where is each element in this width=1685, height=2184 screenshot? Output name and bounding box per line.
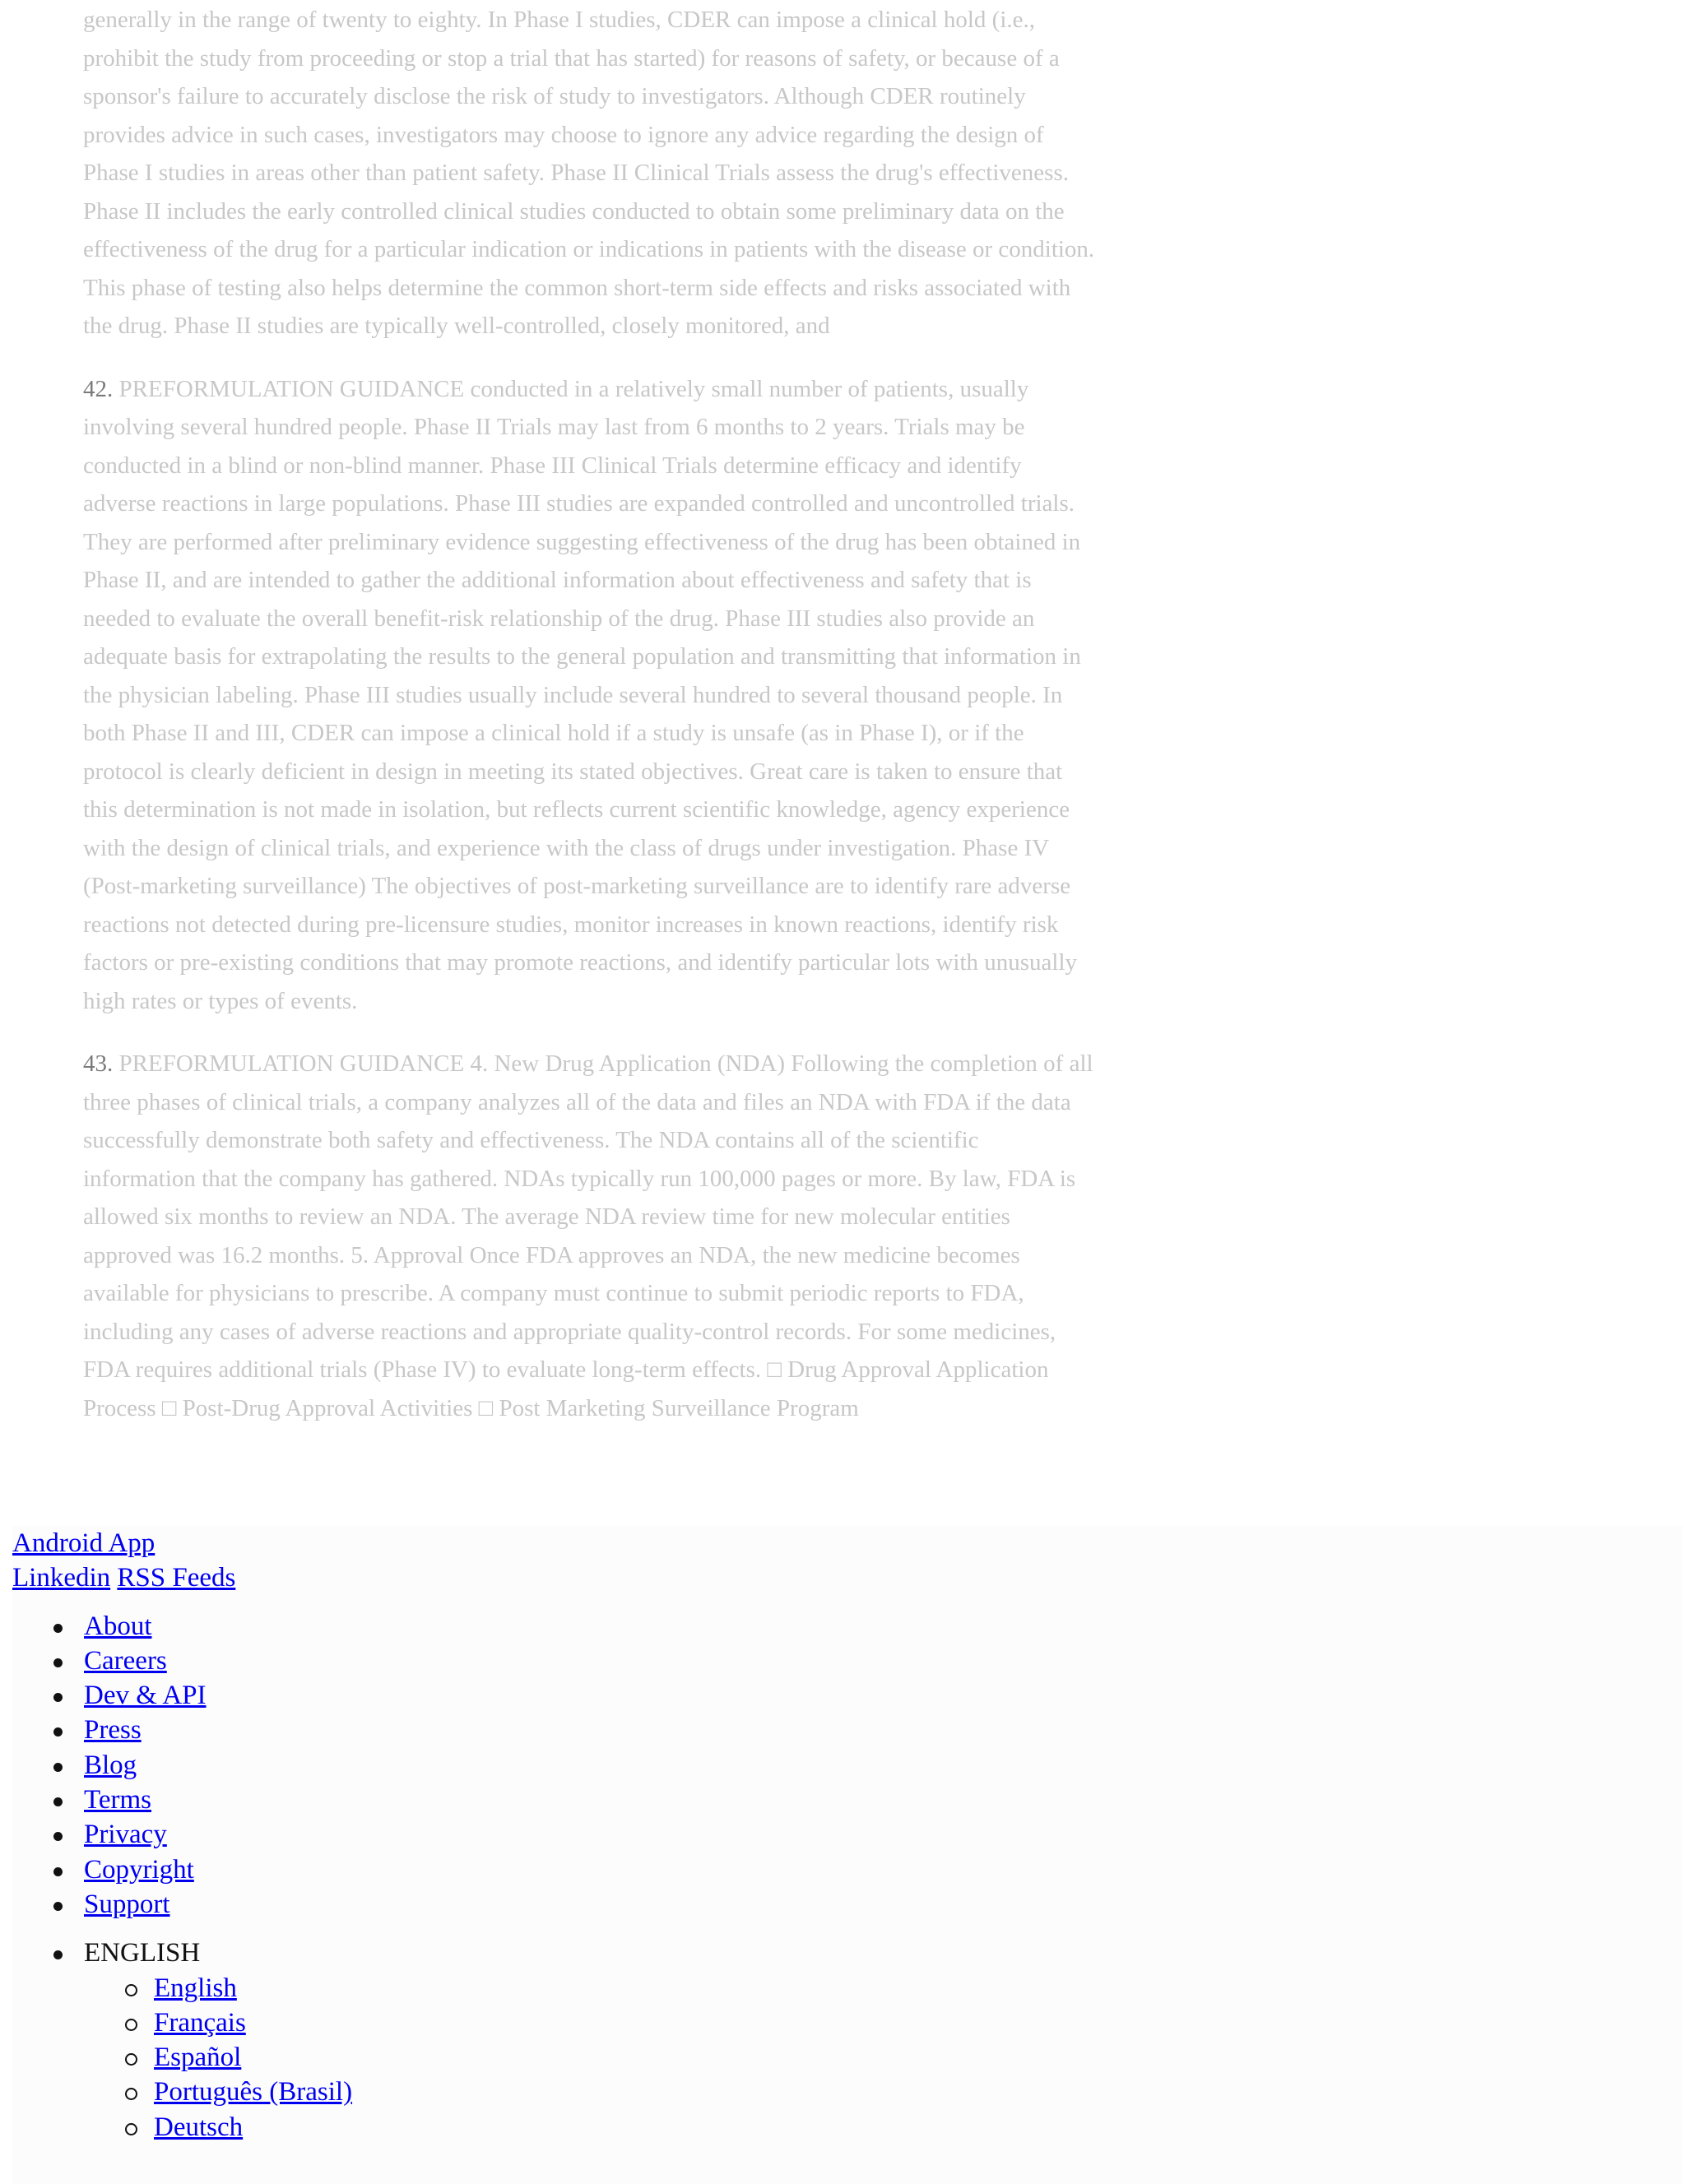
- language-option: [84, 2110, 1683, 2145]
- android-app-link[interactable]: Android App: [12, 1528, 156, 1558]
- dev-api-link[interactable]: Dev & API: [84, 1681, 207, 1711]
- footer-nav-item: [12, 1609, 1683, 1644]
- language-selector[interactable]: [12, 1936, 1683, 2145]
- transcript-item-42: [83, 370, 1153, 1021]
- language-option: [84, 2005, 1683, 2040]
- footer-nav-item: [12, 1817, 1683, 1852]
- careers-link[interactable]: Careers: [84, 1645, 167, 1676]
- footer-nav-item: [12, 1887, 1683, 1922]
- about-link[interactable]: About: [84, 1611, 152, 1641]
- social-links: [12, 1560, 1683, 1595]
- footer-nav-item: [12, 1748, 1683, 1783]
- app-links: [12, 1526, 1683, 1560]
- footer-nav-item: [12, 1644, 1683, 1678]
- footer-nav-item: [12, 1852, 1683, 1887]
- site-footer: [12, 1526, 1683, 2184]
- language-label[interactable]: ENGLISH: [84, 1938, 201, 1968]
- blog-link[interactable]: Blog: [84, 1750, 137, 1780]
- language-option: [84, 2075, 1683, 2109]
- language-spanish-link[interactable]: Español: [154, 2043, 242, 2073]
- language-german-link[interactable]: Deutsch: [154, 2112, 244, 2142]
- footer-nav-item: [12, 1783, 1683, 1817]
- language-option: [84, 1971, 1683, 2005]
- footer-nav-item: [12, 1678, 1683, 1713]
- terms-link[interactable]: Terms: [84, 1785, 152, 1815]
- press-link[interactable]: Press: [84, 1715, 142, 1746]
- item-text: PREFORMULATION GUIDANCE conducted in a relatively small number of patients, usually involving several hundred people. Phase II Trials may last from 6 months to 2 years. Trials may be conducted in a blind or non-blind manner. Phase III Clinical Trials determine efficacy and identify adverse reactions in large populations. Phase III studies are expanded controlled and uncontrolled trials. They are performed after preliminary evidence suggesting effectiveness of the drug has been obtained in Phase II, and are intended to gather the additional information about effectiveness and safety that is needed to evaluate the overall benefit-risk relationship of the drug. Phase III studies also provide an adequate basis for extrapolating the results to the general population and transmitting that information in the physician labeling. Phase III studies usually include several hundred to several thousand people. In both Phase II and III, CDER can impose a clinical hold if a study is unsafe (as in Phase I), or if the protocol is clearly deficient in design in meeting its stated objectives. Great care is taken to ensure that this determination is not made in isolation, but reflects current scientific knowledge, agency experience with the design of clinical trials, and experience with the class of drugs under investigation. Phase IV (Post-marketing surveillance) The objectives of post-marketing surveillance are to identify rare adverse reactions not detected during pre-licensure studies, monitor increases in known reactions, identify risk factors or pre-existing conditions that may promote reactions, and identify particular lots with unusually high rates or types of events.: [83, 375, 1081, 1014]
- footer-nav-item: [12, 1713, 1683, 1747]
- language-english-link[interactable]: English: [154, 1973, 237, 2003]
- language-french-link[interactable]: Français: [154, 2007, 246, 2038]
- language-option: [84, 2040, 1683, 2075]
- item-number: 42.: [83, 375, 114, 402]
- transcript-paragraph: generally in the range of twenty to eighty. In Phase I studies, CDER can impose a clinical hold (i.e., prohibit the study from proceeding or stop a trial that has started) for reasons of safety, or because of a sponsor's failure to accurately disclose the risk of study to investigators. Although CDER routinely provides advice in such cases, investigators may choose to ignore any advice regarding the design of Phase I studies in areas other than patient safety. Phase II Clinical Trials assess the drug's effectiveness. Phase II includes the early controlled clinical studies conducted to obtain some preliminary data on the effectiveness of the drug for a particular indication or indications in patients with the disease or condition. This phase of testing also helps determine the common short-term side effects and risks associated with the drug. Phase II studies are typically well-controlled, closely monitored, and: [83, 7, 1095, 339]
- item-text: PREFORMULATION GUIDANCE 4. New Drug Application (NDA) Following the completion of all three phases of clinical trials, a company analyzes all of the data and files an NDA with FDA if the data successfully demonstrate both safety and effectiveness. The NDA contains all of the scientific information that the company has gathered. NDAs typically run 100,000 pages or more. By law, FDA is allowed six months to review an NDA. The average NDA review time for new molecular entities approved was 16.2 months. 5. Approval Once FDA approves an NDA, the new medicine becomes available for physicians to prescribe. A company must continue to submit periodic reports to FDA, including any cases of adverse reactions and appropriate quality-control records. For some medicines, FDA requires additional trials (Phase IV) to evaluate long-term effects. □ Drug Approval Application Process □ Post-Drug Approval Activities □ Post Marketing Surveillance Program: [83, 1050, 1093, 1421]
- support-link[interactable]: Support: [84, 1889, 170, 1919]
- rss-feeds-link[interactable]: RSS Feeds: [117, 1563, 236, 1593]
- copyright-link[interactable]: Copyright: [84, 1854, 194, 1885]
- language-portuguese-link[interactable]: Português (Brasil): [154, 2077, 353, 2107]
- footer-nav: [12, 1609, 1683, 1922]
- transcript-content: [83, 0, 1153, 1427]
- privacy-link[interactable]: Privacy: [84, 1820, 167, 1850]
- transcript-item-43: [83, 1045, 1153, 1427]
- language-menu: [12, 1936, 1683, 2145]
- language-options: [84, 1971, 1683, 2145]
- item-number: 43.: [83, 1050, 114, 1077]
- linkedin-link[interactable]: Linkedin: [12, 1563, 111, 1593]
